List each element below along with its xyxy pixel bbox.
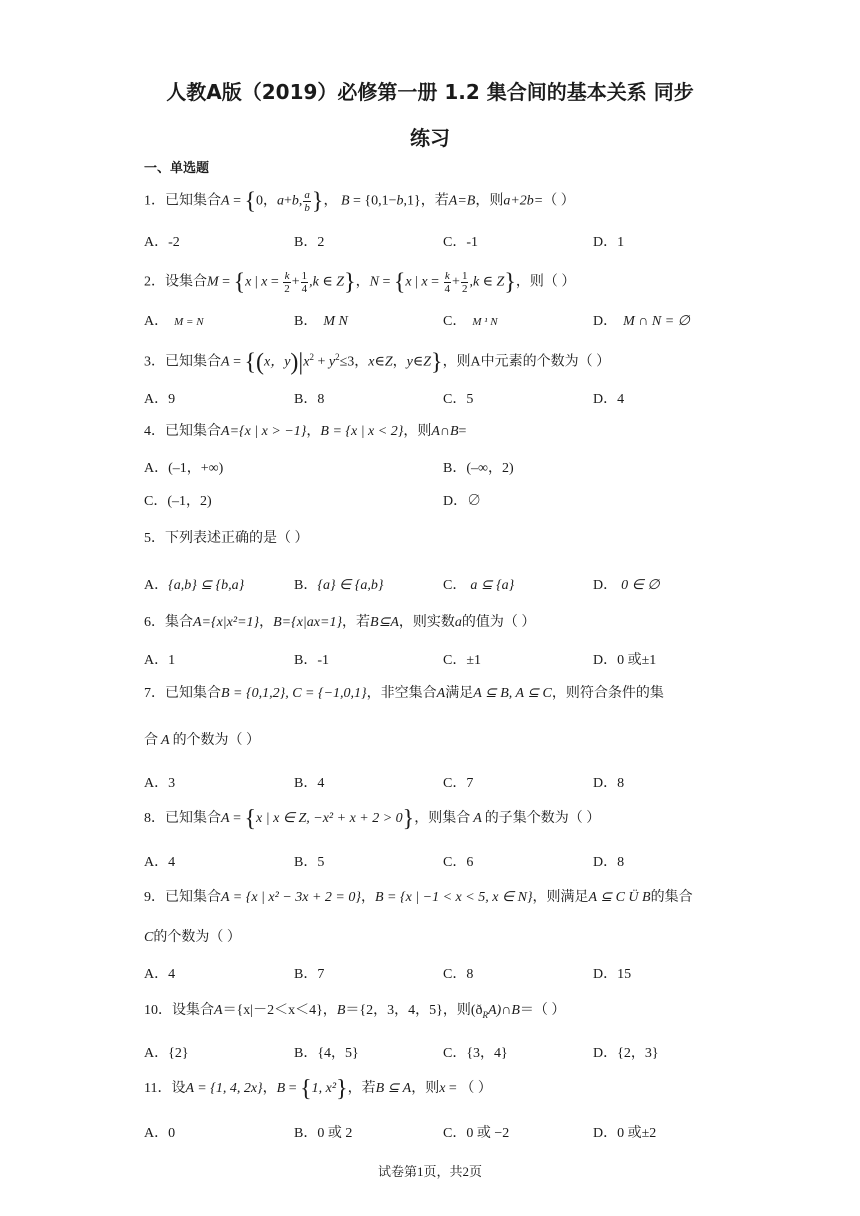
options-11 bbox=[144, 1122, 724, 1142]
option-b[interactable]: B．-1 bbox=[294, 653, 329, 668]
option-b[interactable]: B．0 或 2 bbox=[294, 1126, 353, 1141]
option-c[interactable]: C．8 bbox=[443, 967, 474, 982]
question-6: 6．集合A={x|x²=1}，B={x|ax=1}，若B⊆A，则实数a的值为（ ） bbox=[144, 615, 536, 630]
options-10 bbox=[144, 1042, 724, 1062]
options-2 bbox=[144, 310, 724, 330]
options-4-row1 bbox=[144, 457, 724, 477]
option-a[interactable]: A． M = N bbox=[144, 314, 204, 329]
option-c[interactable]: C．(–1，2) bbox=[144, 494, 212, 509]
option-c[interactable]: C．5 bbox=[443, 392, 474, 407]
page-title-line1: 人教A版（2019）必修第一册 1.2 集合间的基本关系 同步 bbox=[166, 80, 694, 104]
option-c[interactable]: C．{3，4} bbox=[443, 1046, 508, 1061]
option-c[interactable]: C．0 或 −2 bbox=[443, 1126, 510, 1141]
option-d[interactable]: D．8 bbox=[593, 776, 625, 791]
option-a[interactable]: A．{2} bbox=[144, 1046, 189, 1061]
options-8 bbox=[144, 851, 724, 871]
question-3: 3．已知集合A = {(x，$y)|x^2 + y^2\le 3$，x∈Z，y∈Z}，则A中元素的个数为（ ） bbox=[144, 349, 611, 376]
option-a[interactable]: A．4 bbox=[144, 967, 176, 982]
option-c[interactable]: C．±1 bbox=[443, 653, 482, 668]
option-b[interactable]: B．7 bbox=[294, 967, 325, 982]
question-5: 5．下列表述正确的是（ ） bbox=[144, 531, 309, 546]
option-d[interactable]: D．0 或±1 bbox=[593, 653, 657, 668]
option-d[interactable]: D． 0 ∈ ∅ bbox=[593, 578, 660, 593]
option-c[interactable]: C．7 bbox=[443, 776, 474, 791]
page-footer: 试卷第1页，共2页 bbox=[377, 1164, 482, 1179]
option-b[interactable]: B．(–∞，2) bbox=[443, 461, 514, 476]
options-7 bbox=[144, 772, 724, 792]
option-d[interactable]: D． M ∩ N = ∅ bbox=[593, 314, 690, 329]
option-c[interactable]: C． a ⊆ {a} bbox=[443, 578, 515, 593]
option-a[interactable]: A．3 bbox=[144, 776, 176, 791]
option-a[interactable]: A．0 bbox=[144, 1126, 176, 1141]
question-2: 2．设集合M = {x | x = $\frac{k}{2}$ + $\frac{1}{4}$ ,k ∈ Z}，N = {x | x = $\frac{k}{4}$ + $\frac{1}{2}$ ,k ∈ Z}，则（ ） bbox=[144, 269, 576, 296]
option-d[interactable]: D．15 bbox=[593, 967, 632, 982]
option-a[interactable]: A．-2 bbox=[144, 235, 180, 250]
question-8: 8．已知集合A = {x | x ∈ Z, −x² + x + 2 > 0}，则集合 A 的子集个数为（ ） bbox=[144, 806, 601, 832]
option-d[interactable]: D．{2，3} bbox=[593, 1046, 659, 1061]
option-b[interactable]: B．4 bbox=[294, 776, 325, 791]
option-c[interactable]: C． M ¹ N bbox=[443, 314, 498, 329]
option-d[interactable]: D．1 bbox=[593, 235, 625, 250]
option-b[interactable]: B．{4，5} bbox=[294, 1046, 359, 1061]
option-a[interactable]: A．(–1，+∞) bbox=[144, 461, 224, 476]
section-heading: 一、单选题 bbox=[144, 161, 210, 176]
option-d[interactable]: D．∅ bbox=[443, 494, 482, 509]
options-1 bbox=[144, 231, 724, 251]
question-9-cont: C的个数为（ ） bbox=[144, 930, 241, 945]
option-d[interactable]: D．0 或±2 bbox=[593, 1126, 657, 1141]
page-title-line2: 练习 bbox=[410, 126, 450, 150]
option-b[interactable]: B．2 bbox=[294, 235, 325, 250]
options-4-row2 bbox=[144, 490, 724, 510]
options-5 bbox=[144, 574, 724, 594]
option-b[interactable]: B．8 bbox=[294, 392, 325, 407]
question-1: 1．已知集合A = {0，a+b, $\frac{a}{b}$ }， B = {0,1−b,1}，若A=B，则a+2b=（ ） bbox=[144, 188, 575, 215]
question-4: 4．已知集合A={x | x > −1}，B = {x | x < 2}，则A∩B= bbox=[144, 424, 467, 439]
question-10: 10．设集合A＝{x|－2＜x＜4}，B＝{2，3，4，5}，则$(ð_RA)\cap B=$（ ） bbox=[144, 1003, 566, 1020]
option-d[interactable]: D．8 bbox=[593, 855, 625, 870]
option-d[interactable]: D．4 bbox=[593, 392, 625, 407]
option-b[interactable]: B． M N bbox=[294, 314, 348, 329]
question-7-cont: 合 A 的个数为（ ） bbox=[144, 733, 261, 748]
options-3 bbox=[144, 388, 724, 408]
option-b[interactable]: B．{a} ∈ {a,b} bbox=[294, 578, 384, 593]
option-b[interactable]: B．5 bbox=[294, 855, 325, 870]
option-a[interactable]: A．4 bbox=[144, 855, 176, 870]
option-a[interactable]: A．9 bbox=[144, 392, 176, 407]
option-c[interactable]: C．6 bbox=[443, 855, 474, 870]
option-a[interactable]: A．1 bbox=[144, 653, 176, 668]
options-9 bbox=[144, 963, 724, 983]
question-7: 7．已知集合B = {0,1,2}, C = {−1,0,1}，非空集合A满足A ⊆ B, A ⊆ C，则符合条件的集 bbox=[144, 686, 664, 701]
question-9: 9．已知集合A = {x | x² − 3x + 2 = 0}，B = {x | −1 < x < 5, x ∈ N}，则满足A ⊆ C Ü B的集合 bbox=[144, 890, 693, 905]
option-c[interactable]: C．-1 bbox=[443, 235, 478, 250]
option-a[interactable]: A．{a,b} ⊆ {b,a} bbox=[144, 578, 245, 593]
question-11: 11．设A = {1, 4, 2x}，B = {1, x²}，若B ⊆ A，则x = （ ） bbox=[144, 1076, 492, 1102]
options-6 bbox=[144, 649, 724, 669]
